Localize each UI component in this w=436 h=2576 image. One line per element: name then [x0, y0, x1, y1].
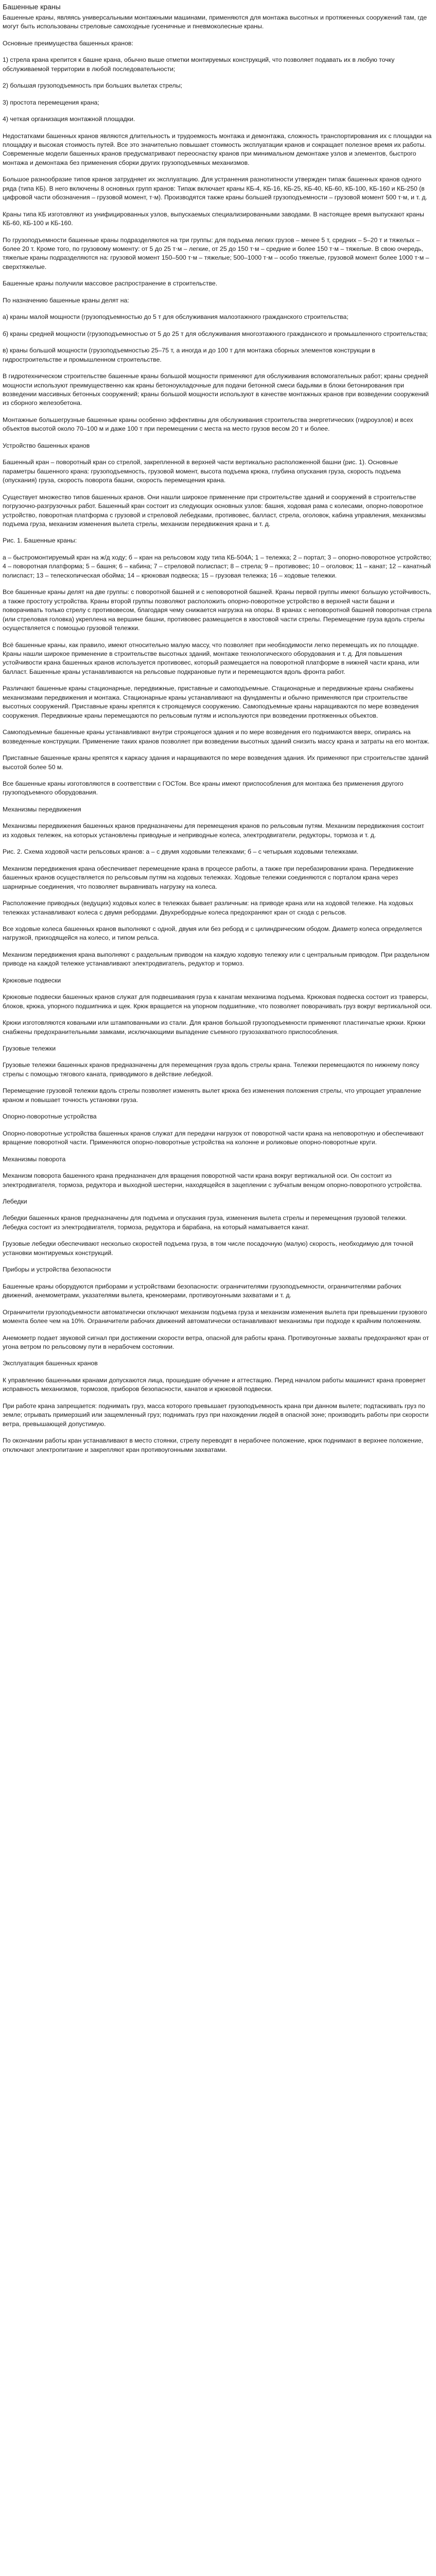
article-paragraph: К управлению башенными кранами допускаются лица, прошедшие обучение и аттестацию. Перед началом работы машинист крана проверяет исправность механизмов, тормозов, приборов безопасности, канатов и крюковой подвески. — [3, 1376, 426, 1393]
article-paragraph: Расположение приводных (ведущих) ходовых колес в тележках бывает различным: на приводе крана или на ходовой тележке. На ходовых тележках устанавливают колеса с двумя ребордами. Двухребордные колеса предохраняют кран от схода с рельсов. — [3, 900, 413, 916]
article-paragraph: Башенные краны, являясь универсальными монтажными машинами, применяются для монтажа высотных и протяженных сооружений там, где могут быть использованы стреловые самоходные гусеничные и пневмоколесные краны. — [3, 13, 427, 30]
article-paragraph: Перемещение грузовой тележки вдоль стрелы позволяет изменять вылет крюка без изменения положения стрелы, что упрощает управление краном и повышает точность установки груза. — [3, 1087, 422, 1104]
article-paragraph: Приборы и устройства безопасности — [3, 1266, 111, 1274]
article-paragraph: Самоподъемные башенные краны устанавливают внутри строящегося здания и по мере возведения его поднимаются вверх, опираясь на возведенные конструкции. Применение таких кранов позволяет при возведении высотных зданий снизить массу крана и затраты на его монтаж. — [3, 728, 430, 745]
article-paragraph: По назначению башенные краны делят на: — [3, 296, 129, 304]
article-paragraph: Механизм передвижения крана обеспечивает перемещение крана в процессе работы, а также при перебазировании крана. Передвижение башенных кранов осуществляется по рельсовым путям на ходовых тележках. Ходовые тележки соединяются с порталом крана через шарнирные соединения, что позволяет выравнивать нагрузку на колеса. — [3, 865, 414, 890]
article-paragraph: Крюковые подвески — [3, 976, 61, 984]
article-paragraph: Механизмы передвижения башенных кранов предназначены для перемещения кранов по рельсовым путям. Механизм передвижения состоит из ходовых тележек, на которых установлены приводные и неприводные колеса, электродвигатели, редукторы, тормоза и т. д. — [3, 822, 424, 839]
article-paragraph: Приставные башенные краны крепятся к каркасу здания и наращиваются по мере возведения здания. Их применяют при строительстве зданий высотой более 50 м. — [3, 754, 429, 771]
article-paragraph: Эксплуатация башенных кранов — [3, 1360, 98, 1367]
article-paragraph: в) краны большой мощности (грузоподъемностью 25–75 т, а иногда и до 100 т для монтажа сборных элементов конструкции в гидростроительстве и промышленном строительстве. — [3, 347, 375, 363]
article-paragraph: В гидротехническом строительстве башенные краны большой мощности применяют для обслуживания вспомогательных работ; краны средней мощности используют преимущественно как краны бетоноукладочные для подачи бетонной смеси бадьями в блоки бетонирования при возведении массивных бетонных сооружений; краны большой мощности используют в качестве монтажных кранов при возведении сооружений из сборного железобетона. — [3, 372, 429, 407]
article-paragraph: Лебедки башенных кранов предназначены для подъема и опускания груза, изменения вылета стрелы и перемещения грузовой тележки. Лебедка состоит из электродвигателя, тормоза, редуктора и барабана, на который наматывается канат. — [3, 1214, 407, 1231]
article-paragraph: Различают башенные краны стационарные, передвижные, приставные и самоподъемные. Стационарные и передвижные краны снабжены механизмами передвижения и монтажа. Стационарные краны устанавливают на фундаменты и обычно применяются при строительстве высотных сооружений. Приставные краны крепятся к строящемуся сооружению. Самоподъемные краны наращиваются по мере возведения сооружения. Передвижные краны перемещаются по рельсовым путям и используются при возведении протяженных объектов. — [3, 685, 419, 719]
article-title: Башенные краны — [3, 3, 61, 11]
article-paragraph: Опорно-поворотные устройства башенных кранов служат для передачи нагрузок от поворотной части крана на неповоротную и обеспечивают вращение поворотной части. Применяются опорно-поворотные устройства на колонне и роликовые опорно-поворотные круги. — [3, 1129, 424, 1146]
article-paragraph: Грузовые лебедки обеспечивают несколько скоростей подъема груза, в том числе посадочную (малую) скорость, необходимую для точной установки монтируемых конструкций. — [3, 1240, 413, 1257]
article-paragraph: Механизмы поворота — [3, 1155, 66, 1163]
article-paragraph: Существует множество типов башенных кранов. Они нашли широкое применение при строительстве зданий и сооружений в строительстве погрузочно-разгрузочных работ. Башенный кран состоит из следующих основных узлов: башня, ходовая рама с колесами, опорно-поворотное устройство, поворотная платформа с грузовой и стреловой лебедками, противовес, балласт, стрела, оголовок, кабина управления, механизмы подъема груза, механизм изменения вылета стрелы, механизм передвижения крана и т. д. — [3, 493, 426, 528]
article-paragraph: Механизм передвижения крана выполняют с раздельным приводом на каждую ходовую тележку или с центральным приводом. При раздельном приводе на каждой тележке устанавливают электродвигатель, редуктор и тормоз. — [3, 951, 430, 968]
article-paragraph: Всё башенные краны, как правило, имеют относительно малую массу, что позволяет при необходимости легко перемещать их по площадке. Краны нашли широкое применение в строительстве высотных зданий, монтаже технологического оборудования и т. д. Для повышения устойчивости крана башенных кранов используется противовес, который размещается на поворотной платформе в нижней части крана, или балласт. Башенные краны устанавливаются на рельсовые подкрановые пути и перемещаются вдоль фронта работ. — [3, 641, 420, 675]
article-paragraph: По окончании работы кран устанавливают в место стоянки, стрелу переводят в нерабочее положение, крюк поднимают в верхнее положение, отключают электропитание и закрепляют кран противоугонными захватами. — [3, 1437, 424, 1453]
article-paragraph: Все башенные краны делят на две группы: с поворотной башней и с неповоротной башней. Краны первой группы имеют большую устойчивость, а также простоту устройства. Краны второй группы позволяют расположить опорно-поворотное устройство в верхней части башни и поворачивать только стрелу с противовесом, благодаря чему снижается нагрузка на опоры. В кранах с неповоротной башней поворотная стрела (или стреловая головка) укреплена на вершине башни, противовес размещается в хвостовой части стрелы. Перемещение груза вдоль стрелы осуществляется с помощью грузовой тележки. — [3, 588, 432, 632]
article-paragraph: 1) стрела крана крепится к башне крана, обычно выше отметки монтируемых конструкций, что позволяет подавать их в любую точку обслуживаемой территории в любой последовательности; — [3, 56, 395, 73]
article-paragraph: Башенные краны оборудуются приборами и устройствами безопасности: ограничителями грузоподъемности, ограничителями рабочих движений, анемометрами, указателями вылета, креномерами, противоугонными захватами и т. д. — [3, 1282, 402, 1299]
article-paragraph: Механизмы передвижения — [3, 805, 81, 813]
article-paragraph: б) краны средней мощности (грузоподъемностью от 5 до 25 т для обслуживания многоэтажного гражданского и промышленного строительства; — [3, 330, 428, 337]
article-paragraph: Анемометр подает звуковой сигнал при достижении скорости ветра, опасной для работы крана. Противоугонные захваты предохраняют кран от угона ветром по рельсовому пути в нерабочем состоянии. — [3, 1334, 429, 1350]
article-paragraph: Устройство башенных кранов — [3, 442, 90, 449]
article-paragraph: а) краны малой мощности (грузоподъемностью до 5 т для обслуживания малоэтажного гражданского строительства; — [3, 313, 348, 321]
article-paragraph: а – быстромонтируемый кран на ж/д ходу; б – кран на рельсовом ходу типа КБ-504А; 1 – тележка; 2 – портал; 3 – опорно-поворотное устройство; 4 – поворотная платформа; 5 – башня; 6 – кабина; 7 – стреловой полиспаст; 8 – стрела; 9 – противовес; 10 – оголовок; 11 – канат; 12 – канатный полиспаст; 13 – телескопическая обойма; 14 – крюковая подвеска; 15 – грузовая тележка; 16 – ходовые тележки. — [3, 553, 432, 579]
article-paragraph: Башенный кран – поворотный кран со стрелой, закрепленной в верхней части вертикально расположенной башни (рис. 1). Основные параметры башенного крана: грузоподъемность, грузовой момент, высота подъема крюка, глубина опускания груза, скорость подъема (опускания) груза, скорость поворота башни, скорость перемещения крана. — [3, 459, 401, 484]
article-paragraph: Ограничители грузоподъемности автоматически отключают механизм подъема груза и механизм изменения вылета при превышении грузового момента более чем на 10%. Ограничители рабочих движений автоматически останавливают механизмы при подходе к крайним положениям. — [3, 1308, 427, 1325]
article-paragraph: Монтажные большегрузные башенные краны особенно эффективны для обслуживания строительства энергетических (гидроузлов) и всех объектов высотой около 70–100 м и даже 100 т при перемещении с места на место грузов весом 20 т и более. — [3, 416, 413, 433]
article-paragraph: Грузовые тележки башенных кранов предназначены для перемещения груза вдоль стрелы крана. Тележки перемещаются по нижнему поясу стрелы с помощью тягового каната, приводимого в действие лебедкой. — [3, 1061, 420, 1078]
article-paragraph: 3) простота перемещения крана; — [3, 98, 99, 106]
article-paragraph: Основные преимущества башенных кранов: — [3, 39, 133, 47]
article-paragraph: Лебедки — [3, 1198, 27, 1206]
article-paragraph: 4) четкая организация монтажной площадки. — [3, 115, 135, 123]
article-paragraph: Рис. 2. Схема ходовой части рельсовых кранов: а – с двумя ходовыми тележками; б – с четырьмя ходовыми тележками. — [3, 848, 359, 856]
article-paragraph: Опорно-поворотные устройства — [3, 1113, 97, 1121]
article-paragraph: По грузоподъемности башенные краны подразделяются на три группы: для подъема легких грузов – менее 5 т, средних – 5–20 т и тяжелых – более 20 т. Кроме того, по грузовому моменту: от 5 до 25 т⋅м – легкие, от 25 до 150 т⋅м – средние и более 150 т⋅м – тяжелые. В свою очередь, тяжелые краны подразделяются на: грузовой момент 150–500 т⋅м – тяжелые; 500–1000 т⋅м – особо тяжелые, грузовой момент более 1000 т⋅м – сверхтяжелые. — [3, 236, 429, 270]
article-paragraph: 2) большая грузоподъемность при больших вылетах стрелы; — [3, 82, 182, 90]
article-paragraph: Большое разнообразие типов кранов затрудняет их эксплуатацию. Для устранения разнотипности утвержден типаж башенных кранов одного ряда (типа КБ). В него включены 8 основных групп кранов: Типаж включает краны КБ-4, КБ-16, КБ-25, КБ-40, КБ-60, КБ-100, КБ-160 и КБ-250 (в цифровой части обозначения – грузовой момент, т⋅м). Производятся также краны большей грузоподъемности – грузовой момент 500 т⋅м, и т. д. — [3, 176, 428, 201]
article-paragraph: Башенные краны получили массовое распространение в строительстве. — [3, 280, 218, 287]
article-paragraph: Рис. 1. Башенные краны: — [3, 537, 77, 545]
article-paragraph: Краны типа КБ изготовляют из унифицированных узлов, выпускаемых специализированными заводами. В настоящее время выпускают краны КБ-60, КБ-100 и КБ-160. — [3, 210, 424, 227]
article-paragraph: При работе крана запрещается: поднимать груз, масса которого превышает грузоподъемность крана при данном вылете; подтаскивать груз по земле; отрывать примерзший или защемленный груз; поднимать груз при нахождении людей в опасной зоне; производить работы при скорости ветра, превышающей допустимую. — [3, 1402, 429, 1428]
article-paragraph: Крюковые подвески башенных кранов служат для подвешивания груза к канатам механизма подъема. Крюковая подвеска состоит из траверсы, блоков, крюка, упорного подшипника и щек. Крюк вращается на упорном подшипнике, что позволяет поворачивать груз вокруг вертикальной оси. — [3, 993, 432, 1010]
article-body — [3, 13, 432, 1454]
article-paragraph: Все ходовые колеса башенных кранов выполняют с одной, двумя или без реборд и с цилиндрическим ободом. Диаметр колеса определяется нагрузкой, приходящейся на колесо, и типом рельса. — [3, 925, 422, 942]
article-paragraph: Все башенные краны изготовляются в соответствии с ГОСТом. Все краны имеют приспособления для монтажа без применения другого грузоподъемного оборудования. — [3, 779, 404, 796]
article-paragraph: Грузовые тележки — [3, 1045, 56, 1053]
article-paragraph: Крюки изготовляются коваными или штампованными из стали. Для кранов большой грузоподъемности применяют пластинчатые крюки. Крюки снабжены предохранительными замками, исключающими выпадение съемного грузозахватного приспособления. — [3, 1019, 426, 1036]
article-paragraph: Механизм поворота башенного крана предназначен для вращения поворотной части крана вокруг вертикальной оси. Он состоит из электродвигателя, тормоза, редуктора и выходной шестерни, находящейся в зацеплении с зубчатым венцом опорно-поворотного устройства. — [3, 1172, 422, 1189]
article-paragraph: Недостатками башенных кранов являются длительность и трудоемкость монтажа и демонтажа, сложность транспортирования их с площадки на площадку и высокая стоимость путей. Все это значительно повышает стоимость эксплуатации кранов и сокращает полезное время их работы. Современные модели башенных кранов предусматривают переоснастку кранов при минимальном демонтаже узлов и элементов, быстрого монтажа и демонтажа без применения сборки других грузоподъемных механизмов. — [3, 132, 432, 166]
